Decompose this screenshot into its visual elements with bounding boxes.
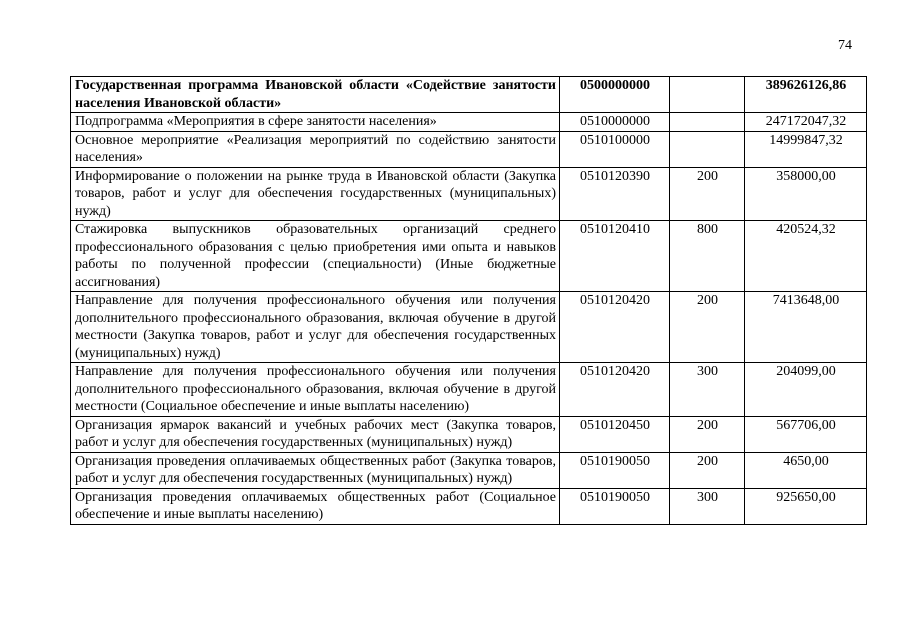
program-name-cell: Подпрограмма «Мероприятия в сфере занятости населения» [71, 113, 560, 132]
amount-cell: 4650,00 [745, 452, 867, 488]
target-article-code-cell: 0510120450 [560, 416, 670, 452]
amount-cell: 420524,32 [745, 221, 867, 292]
amount-cell: 925650,00 [745, 488, 867, 524]
target-article-code-cell: 0510100000 [560, 131, 670, 167]
target-article-code-cell: 0510120420 [560, 363, 670, 417]
expense-type-cell: 200 [670, 452, 745, 488]
amount-cell: 14999847,32 [745, 131, 867, 167]
table-row [71, 77, 867, 113]
program-name-cell: Основное мероприятие «Реализация мероприятий по содействию занятости населения» [71, 131, 560, 167]
target-article-code-cell: 0510190050 [560, 488, 670, 524]
target-article-code-cell: 0510190050 [560, 452, 670, 488]
expense-type-cell: 200 [670, 292, 745, 363]
program-name-cell: Организация проведения оплачиваемых общественных работ (Социальное обеспечение и иные выплаты населению) [71, 488, 560, 524]
program-name-cell: Организация ярмарок вакансий и учебных рабочих мест (Закупка товаров, работ и услуг для обеспечения государственных (муниципальных) нужд) [71, 416, 560, 452]
budget-table-body [71, 77, 867, 525]
expense-type-cell [670, 113, 745, 132]
target-article-code-cell: 0510120420 [560, 292, 670, 363]
page-number: 74 [838, 38, 852, 53]
program-name-cell: Информирование о положении на рынке труда в Ивановской области (Закупка товаров, работ и услуг для обеспечения государственных (муниципальных) нужд) [71, 167, 560, 221]
table-row [71, 363, 867, 417]
amount-cell: 567706,00 [745, 416, 867, 452]
amount-cell: 7413648,00 [745, 292, 867, 363]
expense-type-cell: 300 [670, 363, 745, 417]
expense-type-cell [670, 77, 745, 113]
table-row [71, 167, 867, 221]
amount-cell: 247172047,32 [745, 113, 867, 132]
expense-type-cell: 800 [670, 221, 745, 292]
table-row [71, 416, 867, 452]
amount-cell: 204099,00 [745, 363, 867, 417]
program-name-cell: Организация проведения оплачиваемых общественных работ (Закупка товаров, работ и услуг для обеспечения государственных (муниципальных) нужд) [71, 452, 560, 488]
target-article-code-cell: 0510120410 [560, 221, 670, 292]
expense-type-cell: 200 [670, 416, 745, 452]
expense-type-cell: 300 [670, 488, 745, 524]
program-name-cell: Направление для получения профессионального обучения или получения дополнительного профессионального образования, включая обучение в другой местности (Закупка товаров, работ и услуг для обеспечения государственных (муниципальных) нужд) [71, 292, 560, 363]
amount-cell: 389626126,86 [745, 77, 867, 113]
program-name-cell: Стажировка выпускников образовательных организаций среднего профессионального образования с целью приобретения ими опыта и навыков работы по полученной профессии (специальности) (Иные бюджетные ассигнования) [71, 221, 560, 292]
table-row [71, 292, 867, 363]
table-row [71, 452, 867, 488]
table-row [71, 488, 867, 524]
table-row [71, 113, 867, 132]
budget-table [70, 76, 867, 525]
target-article-code-cell: 0510000000 [560, 113, 670, 132]
table-row [71, 221, 867, 292]
table-row [71, 131, 867, 167]
target-article-code-cell: 0500000000 [560, 77, 670, 113]
program-name-cell: Направление для получения профессионального обучения или получения дополнительного профессионального образования, включая обучение в другой местности (Социальное обеспечение и иные выплаты населению) [71, 363, 560, 417]
expense-type-cell: 200 [670, 167, 745, 221]
target-article-code-cell: 0510120390 [560, 167, 670, 221]
program-name-cell: Государственная программа Ивановской области «Содействие занятости населения Ивановской области» [71, 77, 560, 113]
expense-type-cell [670, 131, 745, 167]
amount-cell: 358000,00 [745, 167, 867, 221]
